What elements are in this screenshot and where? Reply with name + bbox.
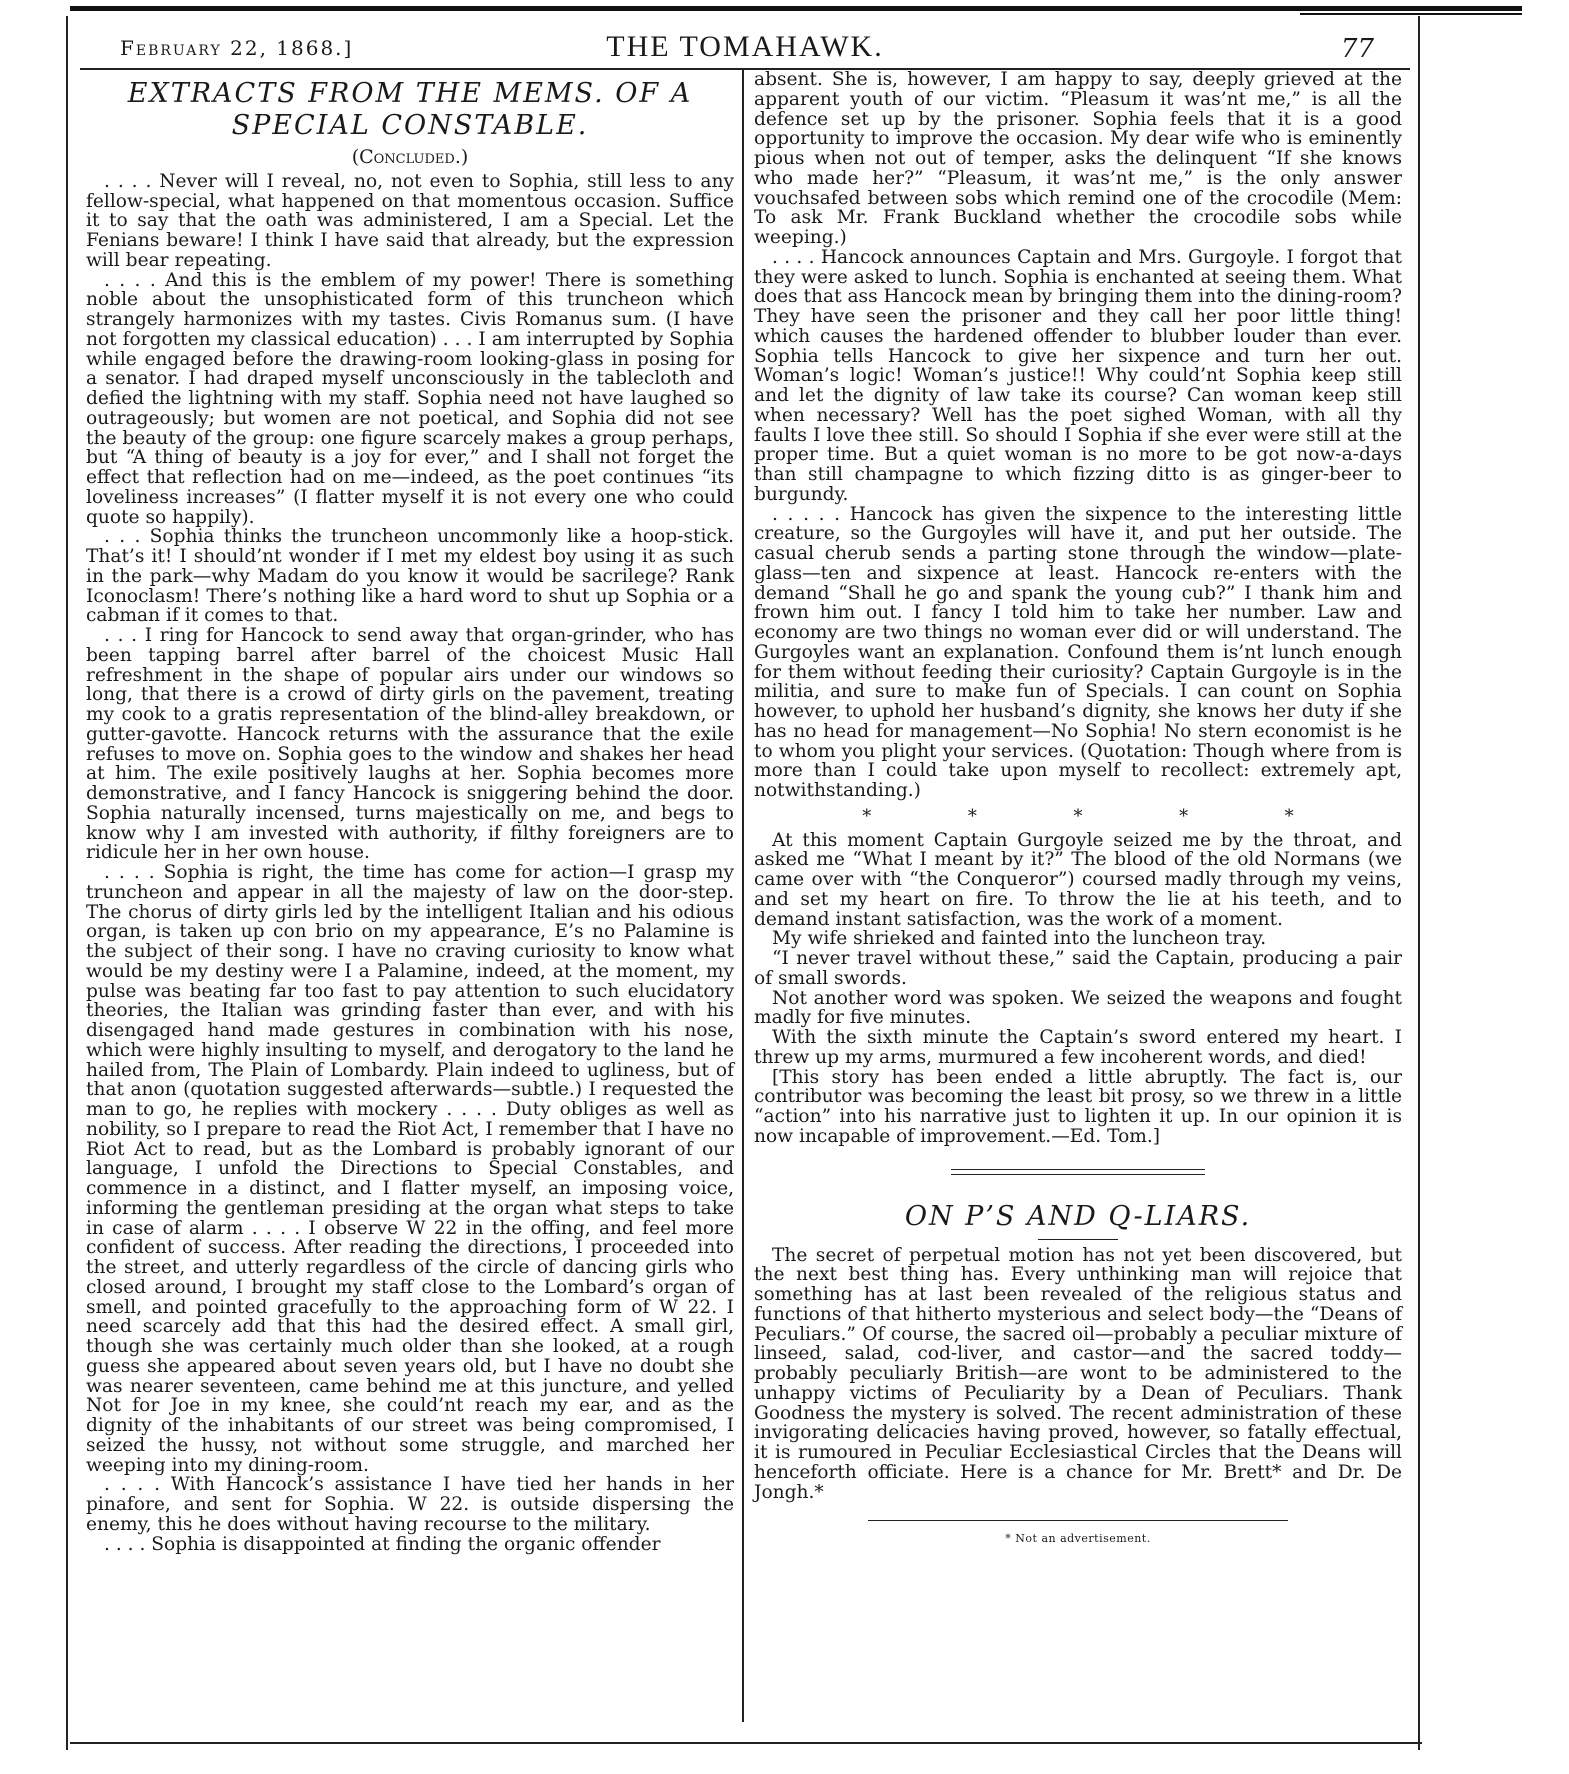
footnote-rule [868, 1520, 1288, 1521]
right-column [754, 70, 1402, 1549]
paragraph: . . . . Sophia is right, the time has come for action—I grasp my truncheon and appear in all the majesty of law on the door-step. The chorus of dirty girls led by the intelligent Italian and his odious organ, is taken up con brio on my appearance, E’s no Palamine is the subject of their song. I have no craving curiosity to know what would be my destiny were I a Palamine, indeed, at the moment, my pulse was beating far too fast to pay attention to such elucidatory theories, the Italian was grinding faster than ever, and with his disengaged hand made gestures in combination with his nose, which were highly insulting to myself, and derogatory to the land he hailed from, The Plain of Lombardy. Plain indeed to ugliness, but of that anon (quotation suggested afterwards—subtle.) I requested the man to go, he replies with mockery . . . . Duty obliges as well as nobility, so I prepare to read the Riot Act, I remember that I have no Riot Act to read, but as the Lombard is probably ignorant of our language, I unfold the Directions to Special Constables, and commence in a distinct, and I flatter myself, an imposing voice, informing the gentleman presiding at the organ what steps to take in case of alarm . . . . I observe W 22 in the offing, and feel more confident of success. After reading the directions, I proceeded into the street, and utterly regardless of the circle of dancing girls who closed around, I brought my staff close to the Lombard’s organ of smell, and pointed gracefully to the approaching form of W 22. I need scarcely add that this had the desired effect. A small girl, though she was certainly much older than she looked, at a rough guess she appeared about seven years old, but I have no doubt she was nearer seventeen, came behind me at this juncture, and yelled Not for Joe in my knee, she could’nt reach my ear, and as the dignity of the inhabitants of our street was being compromised, I seized the hussy, not without some struggle, and marched her weeping into my dining-room. [86, 862, 734, 1476]
paragraph: Not another word was spoken. We seized the weapons and fought madly for five minutes. [754, 987, 1402, 1029]
paragraph: . . . . With Hancock’s assistance I have tied her hands in her pinafore, and sent for Sophia. W 22. is outside dispersing the enemy, this he does without having recourse to the military. [86, 1474, 734, 1535]
asterisk: * [1073, 805, 1083, 827]
publication-title: THE TOMAHAWK. [606, 30, 884, 63]
top-rule-accent [1300, 13, 1522, 15]
article-title: EXTRACTS FROM THE MEMS. OF A SPECIAL CONSTABLE. [127, 78, 693, 141]
running-header [80, 26, 1410, 70]
top-rule [70, 6, 1522, 11]
article-subtitle: (Concluded.) [351, 146, 469, 168]
footnote: * Not an advertisement. [1005, 1532, 1151, 1546]
article-title: ON P’S AND Q-LIARS. [904, 1200, 1252, 1232]
bottom-rule [70, 1742, 1422, 1744]
title-rule [1038, 1239, 1118, 1240]
paragraph: My wife shrieked and fainted into the luncheon tray. [772, 928, 1267, 950]
paragraph: The secret of perpetual motion has not yet been discovered, but the next best thing has. Every unthinking man will rejoice that something has at last been revealed of the religious status and functions of that hitherto mysterious and select body—the “Deans of Peculiars.” Of course, the sacred oil—probably a peculiar mixture of linseed, salad, cod-liver, and castor—and the sacred toddy—probably peculiarly British—are wont to be administered to the unhappy victims of Peculiarity by a Dean of Peculiars. Thank Goodness the mystery is solved. The recent administration of these invigorating delicacies having proved, however, so fatally effectual, it is rumoured in Peculiar Ecclesiastical Circles that the Deans will henceforth officiate. Here is a chance for Mr. Brett* and Dr. De Jongh.* [754, 1244, 1402, 1503]
section-break-asterisks [754, 801, 1402, 831]
paragraph: . . . I ring for Hancock to send away that organ-grinder, who has been tapping barrel after barrel of the choicest Music Hall refreshment in the shape of popular airs under our windows so long, that there is a crowd of dirty girls on the pavement, treating my cook to a gratis representation of the blind-alley breakdown, or gutter-gavotte. Hancock returns with the assurance that the exile refuses to move on. Sophia goes to the window and shakes her head at him. The exile positively laughs at her. Sophia becomes more demonstrative, and I fancy Hancock is sniggering behind the door. Sophia naturally incensed, turns majestically on me, and begs to know why I am invested with authority, if filthy foreigners are to ridicule her in her own house. [86, 625, 734, 864]
paragraph: absent. She is, however, I am happy to say, deeply grieved at the apparent youth of our victim. “Pleasum it was’nt me,” is all the defence set up by the prisoner. Sophia feels that it is a good opportunity to improve the occasion. My dear wife who is eminently pious when not out of temper, asks the delinquent “If she knows who made her?” “Pleasum, it was’nt me,” is the only answer vouchsafed between sobs which remind one of the crocodile (Mem: To ask Mr. Frank Buckland whether the crocodile sobs while weeping.) [754, 69, 1402, 248]
paragraph: “I never travel without these,” said the Captain, producing a pair of small swords. [754, 948, 1402, 989]
asterisk: * [862, 805, 872, 827]
paragraph: At this moment Captain Gurgoyle seized me by the throat, and asked me “What I meant by it?” The blood of the old Normans (we came over with “the Conqueror”) coursed madly through my veins, and set my heart on fire. To throw the lie at his teeth, and to demand instant satisfaction, was the work of a moment. [754, 829, 1402, 930]
column-divider [742, 70, 744, 1722]
asterisk: * [967, 805, 977, 827]
asterisk: * [1179, 805, 1189, 827]
paragraph: . . . . And this is the emblem of my power! There is something noble about the unsophisticated form of this truncheon which strangely harmonizes with my tastes. Civis Romanus sum. (I have not forgotten my classical education) . . . I am interrupted by Sophia while engaged before the drawing-room looking-glass in posing for a senator. I had draped myself unconsciously in the tablecloth and defied the lightning with my staff. Sophia need not have laughed so outrageously; but women are not poetical, and Sophia did not see the beauty of the group: one figure scarcely makes a group perhaps, but “A thing of beauty is a joy for ever,” and I shall not forget the effect that reflection had on me—indeed, as the poet continues “its loveliness increases” (I flatter myself it is not every one who could quote so happily). [86, 269, 734, 528]
page-number: 77 [1340, 34, 1374, 64]
paragraph: . . . . Hancock announces Captain and Mrs. Gurgoyle. I forgot that they were asked to lunch. Sophia is enchanted at seeing them. What does that ass Hancock mean by bringing them into the dining-room? They have seen the prisoner and they call her poor little thing! which causes the hardened offender to blubber louder than ever. Sophia tells Hancock to give her sixpence and turn her out. Woman’s logic! Woman’s justice!! Why could’nt Sophia keep still and let the dignity of law take its course? Can woman keep still when necessary? Well has the poet sighed Woman, with all thy faults I love thee still. So should I Sophia if she ever were still at the proper time. But a quiet woman is no more to be got now-a-days than still champagne to which fizzing ditto is as ginger-beer to burgundy. [754, 246, 1402, 505]
paragraph: . . . . . Hancock has given the sixpence to the interesting little creature, so the Gurgoyles will have it, and put her outside. The casual cherub sends a parting stone through the window—plate-glass—ten and sixpence at least. Hancock re-enters with the demand “Shall he go and spank the young cub?” I thank him and frown him out. I fancy I told him to take her number. Law and economy are two things no woman ever did or will understand. The Gurgoyles want an explanation. Confound them is’nt lunch enough for them without feeding their curiosity? Captain Gurgoyle is in the militia, and sure to make fun of Specials. I can count on Sophia however, to uphold her husband’s dignity, she knows her duty if she has no head for management—No Sophia! No stern economist is he to whom you plight your services. (Quotation: Though where from is more than I could take upon myself to recollect: extremely apt, notwithstanding.) [754, 503, 1402, 801]
paragraph: With the sixth minute the Captain’s sword entered my heart. I threw up my arms, murmured a few incoherent words, and died! [754, 1027, 1402, 1068]
issue-date: February 22, 1868.] [120, 36, 354, 60]
article-separator [951, 1169, 1205, 1175]
editor-note: [This story has been ended a little abruptly. The fact is, our contributor was becoming the least bit prosy, so we threw in a little “action” into his narrative just to lighten it up. In our opinion it is now incapable of improvement.—Ed. Tom.] [754, 1066, 1402, 1147]
paragraph: . . . Sophia thinks the truncheon uncommonly like a hoop-stick. That’s it! I should’nt wonder if I met my eldest boy using it as such in the park—why Madam do you know it would be sacrilege? Rank Iconoclasm! There’s nothing like a hard word to shut up Sophia or a cabman if it comes to that. [86, 526, 734, 627]
left-column [86, 70, 734, 1554]
paragraph: . . . . Never will I reveal, no, not even to Sophia, still less to any fellow-special, what happened on that momentous occasion. Suffice it to say that the oath was administered, I am a Special. Let the Fenians beware! I think I have said that already, but the expression will bear repeating. [86, 170, 734, 271]
paragraph: . . . . Sophia is disappointed at finding the organic offender [104, 1533, 661, 1555]
asterisk: * [1284, 805, 1294, 827]
